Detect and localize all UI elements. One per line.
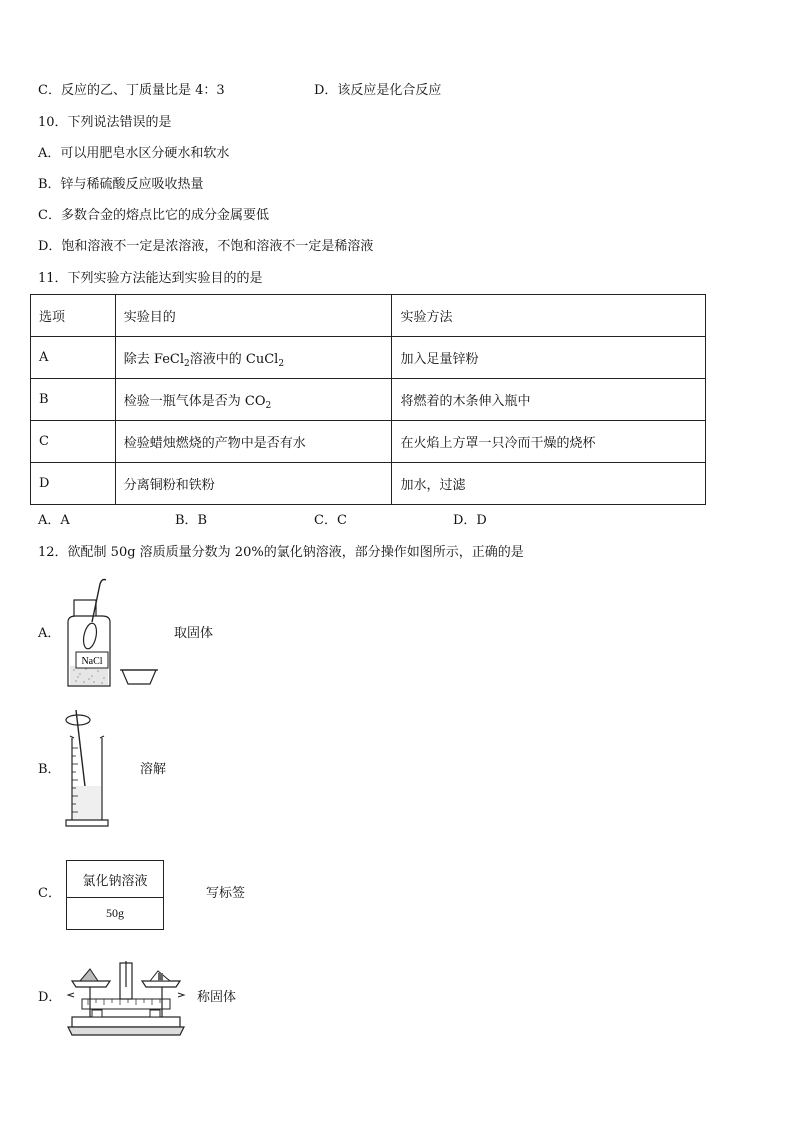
- row-option: A: [31, 337, 116, 379]
- balance-scale-figure: [66, 955, 186, 1037]
- q11-answer-d: D．D: [453, 513, 487, 528]
- q10-option-a: A．可以用肥皂水区分硬水和软水: [38, 146, 230, 161]
- q10-option-b: B．锌与稀硫酸反应吸收热量: [38, 177, 204, 192]
- row-purpose: 检验蜡烛燃烧的产物中是否有水: [115, 421, 392, 463]
- q12-option-a-caption: 取固体: [174, 626, 214, 641]
- row-method: 在火焰上方罩一只冷而干燥的烧杯: [392, 421, 706, 463]
- row-purpose: 除去 FeCl$_2$溶液中的 CuCl$_2$: [115, 337, 392, 379]
- row-option: D: [31, 463, 116, 505]
- table-row: [31, 463, 706, 505]
- q9-option-d: D．该反应是化合反应: [314, 83, 442, 98]
- q11-table: [30, 294, 706, 505]
- q11-answer-c: C．C: [314, 513, 347, 528]
- row-option: B: [31, 379, 116, 421]
- table-row: [31, 379, 706, 421]
- q12-option-b-letter: B．: [38, 762, 61, 777]
- q10-option-c: C．多数合金的熔点比它的成分金属要低: [38, 208, 269, 223]
- q12-stem: 12．欲配制 50g 溶质质量分数为 20%的氯化钠溶液，部分操作如图所示，正确的是: [38, 545, 524, 560]
- header-method: 实验方法: [392, 295, 706, 337]
- row-method: 将燃着的木条伸入瓶中: [392, 379, 706, 421]
- row-purpose: 分离铜粉和铁粉: [115, 463, 392, 505]
- q10-stem: 10．下列说法错误的是: [38, 115, 172, 130]
- q11-stem: 11．下列实验方法能达到实验目的的是: [38, 271, 263, 286]
- row-method: 加入足量锌粉: [392, 337, 706, 379]
- label-box-mass: 50g: [106, 906, 124, 920]
- q11-answer-b: B．B: [175, 513, 208, 528]
- jar-label: NaCl: [81, 656, 103, 667]
- label-box-title: 氯化钠溶液: [67, 861, 163, 898]
- q11-answer-a: A．A: [38, 513, 70, 528]
- q12-option-c-caption: 写标签: [206, 886, 246, 901]
- graduated-cylinder-figure: [62, 708, 112, 830]
- row-purpose: 检验一瓶气体是否为 $CO_2$: [115, 379, 392, 421]
- q12-option-d-caption: 称固体: [197, 990, 237, 1005]
- header-purpose: 实验目的: [115, 295, 392, 337]
- q12-option-d-letter: D．: [38, 990, 62, 1005]
- table-row: [31, 337, 706, 379]
- row-option: C: [31, 421, 116, 463]
- solution-label-box: [66, 860, 164, 930]
- header-option: 选项: [31, 295, 116, 337]
- table-row: [31, 421, 706, 463]
- table-header-row: [31, 295, 706, 337]
- q12-option-b-caption: 溶解: [140, 762, 167, 777]
- q9-option-c: C．反应的乙、丁质量比是 4：3: [38, 83, 225, 98]
- reagent-jar-figure: [62, 578, 172, 690]
- q12-option-a-letter: A．: [38, 626, 61, 641]
- row-method: 加水，过滤: [392, 463, 706, 505]
- q10-option-d: D．饱和溶液不一定是浓溶液，不饱和溶液不一定是稀溶液: [38, 239, 374, 254]
- q12-option-c-letter: C．: [38, 886, 61, 901]
